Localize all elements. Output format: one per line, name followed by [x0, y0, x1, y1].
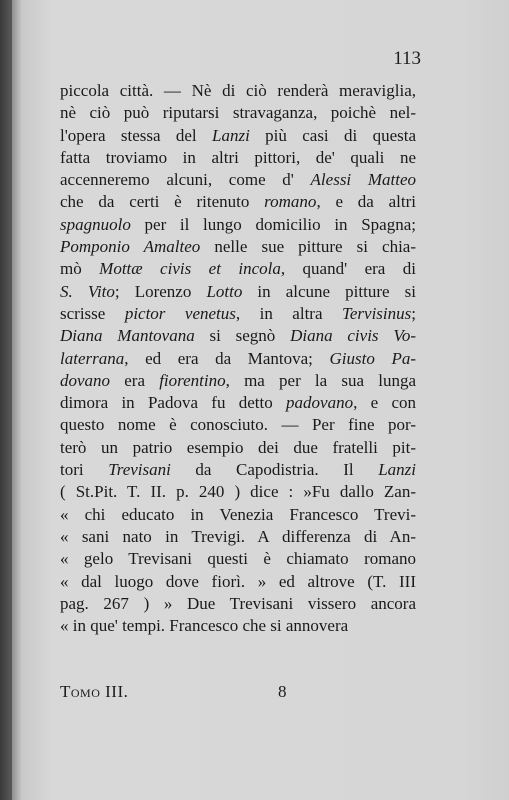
- text-line: [60, 526, 416, 548]
- text-segment: si segnò: [194, 326, 291, 346]
- text-line: [60, 348, 416, 370]
- text-segment: « dal luogo dove fiorì. » ed altrove (T. III: [60, 571, 416, 591]
- text-segment: nelle sue pitture si chia-: [200, 237, 416, 257]
- text-segment: fatta troviamo in altri pittori, de' quali ne: [60, 147, 416, 167]
- italic-segment: Lotto: [206, 281, 243, 301]
- text-line: [60, 370, 416, 392]
- text-segment: scrisse: [60, 303, 125, 323]
- italic-segment: Lanzi: [212, 125, 250, 145]
- italic-segment: S. Vito: [60, 281, 115, 301]
- text-line: [60, 481, 416, 503]
- page-footer: [60, 682, 416, 702]
- italic-segment: Lanzi: [378, 460, 416, 480]
- italic-segment: dovano: [60, 370, 111, 390]
- text-segment: , ma per la sua lunga: [225, 370, 416, 390]
- italic-segment: Pomponio Amalteo: [60, 237, 201, 257]
- text-segment: nè ciò può riputarsi stravaganza, poichè nel-: [60, 103, 416, 123]
- text-line: [60, 392, 416, 414]
- italic-segment: laterrana: [60, 348, 125, 368]
- text-segment: , e da altri: [316, 192, 416, 212]
- italic-segment: Tervisinus: [341, 303, 412, 323]
- text-line: [60, 281, 416, 303]
- italic-segment: romano: [264, 192, 317, 212]
- text-segment: in alcune pitture si: [242, 281, 416, 301]
- text-segment: piccola città. — Nè di ciò renderà meraviglia,: [60, 81, 416, 100]
- text-segment: da Capodistria. Il: [170, 460, 379, 480]
- italic-segment: Diana civis Vo-: [290, 326, 416, 346]
- text-segment: questo nome è conosciuto. — Per fine por-: [60, 415, 416, 435]
- italic-segment: Alessi Matteo: [310, 170, 416, 190]
- italic-segment: padovano: [286, 393, 354, 413]
- text-line: [60, 258, 416, 280]
- text-line: [60, 548, 416, 570]
- page-number: 113: [393, 48, 421, 69]
- italic-segment: Giusto Pa-: [329, 348, 417, 368]
- text-segment: « gelo Trevisani questi è chiamato romano: [60, 549, 416, 569]
- text-line: [60, 125, 416, 147]
- italic-segment: Mottæ civis et incola: [99, 259, 281, 279]
- text-line: [60, 169, 416, 191]
- footer-volume: Tomo III.: [60, 682, 129, 701]
- text-segment: pag. 267 ) » Due Trevisani vissero ancora: [60, 593, 416, 613]
- book-binding: [0, 0, 12, 800]
- italic-segment: Trevisani: [108, 460, 171, 480]
- text-segment: ( St.Pit. T. II. p. 240 ) dice : »Fu dallo Zan-: [60, 482, 416, 502]
- text-line: [60, 147, 416, 169]
- text-line: [60, 459, 416, 481]
- text-line: [60, 191, 416, 213]
- book-page: [12, 0, 509, 800]
- text-segment: , ed era da Mantova;: [124, 348, 330, 368]
- text-segment: , quand' era di: [280, 259, 416, 279]
- text-segment: tori: [60, 460, 109, 480]
- footer-signature: 8: [278, 682, 287, 701]
- text-line: [60, 236, 416, 258]
- text-line: [60, 414, 416, 436]
- text-segment: mò: [60, 259, 100, 279]
- text-segment: più casi di questa: [249, 125, 417, 145]
- text-segment: , e con: [353, 393, 416, 413]
- italic-segment: Diana Mantovana: [60, 326, 195, 346]
- text-line: [60, 615, 416, 637]
- text-segment: , in altra: [235, 303, 342, 323]
- text-line: [60, 325, 416, 347]
- text-segment: terò un patrio esempio dei due fratelli pit-: [60, 437, 416, 457]
- text-segment: « chi educato in Venezia Francesco Trevi-: [60, 504, 416, 524]
- text-line: [60, 303, 416, 325]
- text-segment: per il lungo domicilio in Spagna;: [130, 214, 416, 234]
- italic-segment: spagnuolo: [60, 214, 131, 234]
- text-segment: dimora in Padova fu detto: [60, 393, 287, 413]
- text-segment: « sani nato in Trevigi. A differenza di An-: [60, 526, 416, 546]
- text-segment: ;: [411, 303, 416, 323]
- text-line: [60, 214, 416, 236]
- text-line: [60, 437, 416, 459]
- text-segment: l'opera stessa del: [60, 125, 213, 145]
- text-segment: ; Lorenzo: [114, 281, 207, 301]
- text-line: [60, 571, 416, 593]
- text-segment: « in que' tempi. Francesco che si annovera: [60, 616, 349, 636]
- italic-segment: fiorentino: [159, 370, 226, 390]
- text-line: [60, 504, 416, 526]
- italic-segment: pictor venetus: [124, 303, 236, 323]
- text-segment: che da certi è ritenuto: [60, 192, 265, 212]
- text-line: [60, 102, 416, 124]
- text-segment: era: [110, 370, 160, 390]
- text-line: [60, 593, 416, 615]
- text-line: [60, 80, 416, 102]
- body-text: [60, 80, 416, 637]
- text-segment: accenneremo alcuni, come d': [60, 170, 311, 190]
